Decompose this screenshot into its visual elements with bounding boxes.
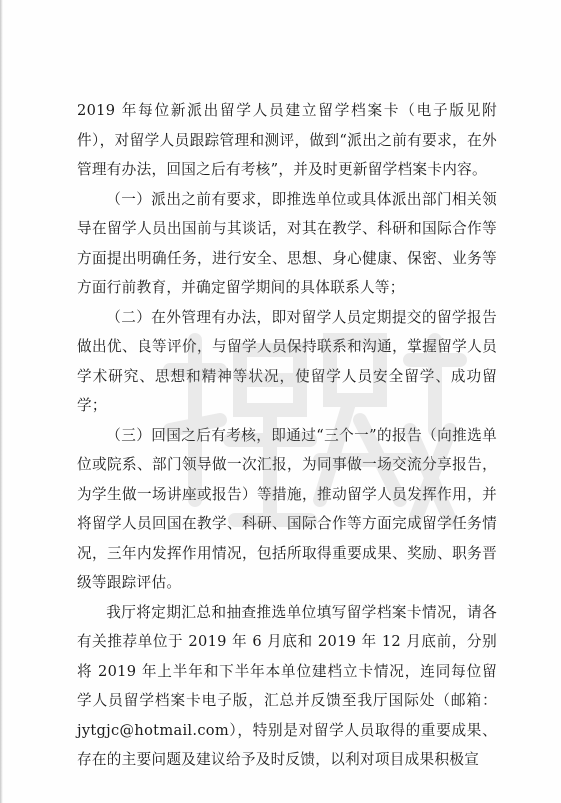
paragraph-intro: 2019 年每位新派出留学人员建立留学档案卡（电子版见附件），对留学人员跟踪管理和测评，做到“派出之前有要求，在外管理有办法，回国之后有考核”，并及时更新留学档案卡内容。 xyxy=(77,102,497,178)
document-body xyxy=(77,96,497,775)
scan-edge xyxy=(0,0,3,803)
paragraph-before-departure: （一）派出之前有要求，即推选单位或具体派出部门相关领导在留学人员出国前与其谈话，对其在教学、科研和国际合作等方面提出明确任务，进行安全、思想、身心健康、保密、业务等方面行前教育，并确定留学期间的具体联系人等； xyxy=(77,190,497,296)
paragraph-summary-feedback: 我厅将定期汇总和抽查推选单位填写留学档案卡情况，请各有关推荐单位于 2019 年 6 月底和 2019 年 12 月底前，分别将 2019 年上半年和下半年本单位建档立卡情况，连同每位留学人员留学档案卡电子版，汇总并反馈至我厅国际处（邮箱：jytgjc@hotmail.com），特别是对留学人员取得的重要成果、存在的主要问题及建议给予及时反馈，以利对项目成果积极宣 xyxy=(77,603,497,768)
paragraph-abroad-management: （二）在外管理有办法，即对留学人员定期提交的留学报告做出优、良等评价，与留学人员保持联系和沟通，掌握留学人员学术研究、思想和精神等状况，使留学人员安全留学、成功留学； xyxy=(77,308,497,414)
paragraph-return-assessment: （三）回国之后有考核，即通过“三个一”的报告（向推选单位或院系、部门领导做一次汇报，为同事做一场交流分享报告，为学生做一场讲座或报告）等措施，推动留学人员发挥作用，并将留学人员回国在教学、科研、国际合作等方面完成留学任务情况，三年内发挥作用情况，包括所取得重要成果、奖励、职务晋级等跟踪评估。 xyxy=(77,426,497,591)
